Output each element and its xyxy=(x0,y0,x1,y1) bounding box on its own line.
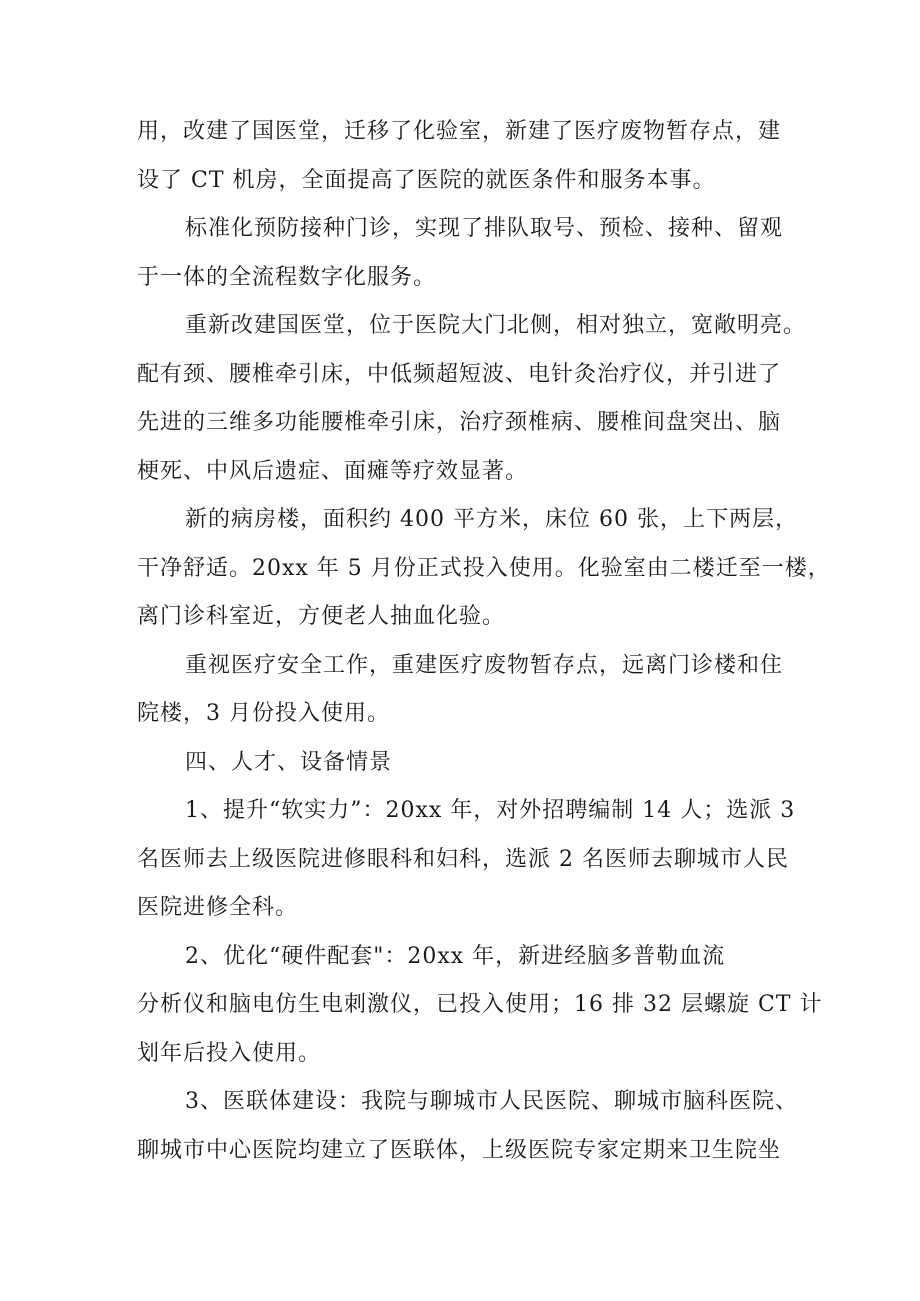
text-line: 设了 CT 机房，全面提高了医院的就医条件和服务本事。 xyxy=(137,167,716,193)
text-line: 梗死、中风后遗症、面瘫等疗效显著。 xyxy=(137,458,529,484)
text-line: 新的病房楼，面积约 400 平方米，床位 60 张，上下两层， xyxy=(185,507,798,532)
text-line: 用，改建了国医堂，迁移了化验室，新建了医疗废物暂存点，建 xyxy=(137,119,782,144)
text-line: 分析仪和脑电仿生电刺激仪，已投入使用；16 排 32 层螺旋 CT 计 xyxy=(137,992,823,1017)
text-line: 1、提升“软实力”：20xx 年，对外招聘编制 14 人；选派 3 xyxy=(185,798,796,823)
text-line: 重视医疗安全工作，重建医疗废物暂存点，远离门诊楼和住 xyxy=(185,652,784,678)
text-line: 划年后投入使用。 xyxy=(137,1040,322,1066)
text-line: 2、优化“硬件配套"：20xx 年，新进经脑多普勒血流 xyxy=(185,943,726,969)
text-line: 重新改建国医堂，位于医院大门北侧，相对独立，宽敞明亮。 xyxy=(185,313,807,338)
text-line: 标准化预防接种门诊，实现了排队取号、预检、接种、留观 xyxy=(185,216,784,241)
text-line: 医院进修全科。 xyxy=(137,895,299,920)
document-body xyxy=(137,108,831,1175)
text-line: 聊城市中心医院均建立了医联体，上级医院专家定期来卫生院坐 xyxy=(137,1137,782,1163)
text-line: 名医师去上级医院进修眼科和妇科，选派 2 名医师去聊城市人民 xyxy=(137,846,789,872)
text-line: 3、医联体建设：我院与聊城市人民医院、聊城市脑科医院、 xyxy=(185,1089,798,1114)
section-heading: 四、人才、设备情景 xyxy=(185,749,393,775)
text-line: 配有颈、腰椎牵引床，中低频超短波、电针灸治疗仪，并引进了 xyxy=(137,361,782,387)
text-line: 院楼，3 月份投入使用。 xyxy=(137,701,390,726)
text-line: 离门诊科室近，方便老人抽血化验。 xyxy=(137,604,506,629)
text-line: 先进的三维多功能腰椎牵引床，治疗颈椎病、腰椎间盘突出、脑 xyxy=(137,410,782,435)
text-line: 干净舒适。20xx 年 5 月份正式投入使用。化验室由二楼迁至一楼， xyxy=(137,555,831,581)
text-line: 于一体的全流程数字化服务。 xyxy=(137,264,437,290)
